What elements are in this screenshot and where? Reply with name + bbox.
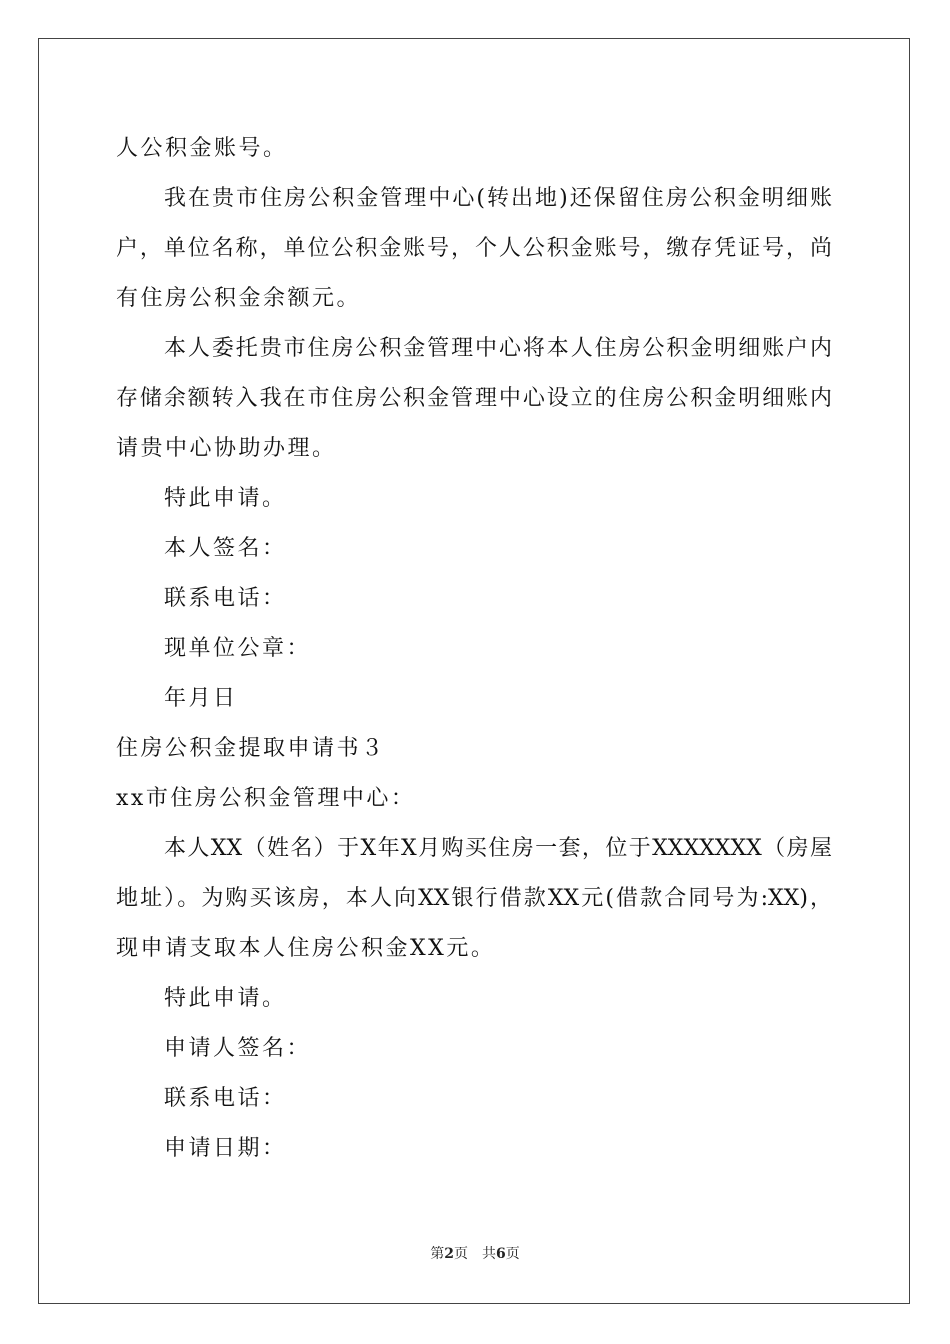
paragraph-line: 户，单位名称，单位公积金账号，个人公积金账号，缴存凭证号，尚 (116, 236, 832, 261)
page-footer (0, 1245, 950, 1263)
paragraph-line: 现申请支取本人住房公积金XX元。 (116, 936, 496, 961)
total-suffix: 页 (505, 1246, 520, 1262)
addressee-line: xx市住房公积金管理中心： (116, 786, 416, 811)
application-date-field: 申请日期： (164, 1136, 287, 1161)
page-prefix: 第 (430, 1246, 445, 1262)
paragraph-line: 本人XX（姓名）于X年X月购买住房一套，位于XXXXXXX（房屋 (164, 836, 832, 861)
paragraph-line: 我在贵市住房公积金管理中心(转出地)还保留住房公积金明细账 (164, 186, 832, 211)
phone-field: 联系电话： (164, 586, 287, 611)
paragraph-line: 存储余额转入我在市住房公积金管理中心设立的住房公积金明细账内 (116, 386, 832, 411)
page-suffix: 页 (454, 1246, 468, 1262)
total-pages: 6 (496, 1246, 506, 1262)
date-field: 年月日 (164, 686, 238, 711)
paragraph-line: 本人委托贵市住房公积金管理中心将本人住房公积金明细账户内 (164, 336, 832, 361)
section-title: 住房公积金提取申请书３ (116, 736, 386, 761)
applicant-signature-field: 申请人签名： (164, 1036, 312, 1061)
paragraph-line: 有住房公积金余额元。 (116, 286, 362, 311)
total-prefix: 共 (482, 1246, 496, 1262)
page-border (38, 38, 910, 1304)
paragraph-line: 人公积金账号。 (116, 136, 288, 161)
paragraph-line: 请贵中心协助办理。 (116, 436, 337, 461)
company-seal-field: 现单位公章： (164, 636, 312, 661)
paragraph-line: 地址）。为购买该房，本人向XX银行借款XX元(借款合同号为:XX)， (116, 886, 832, 911)
closing-line: 特此申请。 (164, 986, 287, 1011)
phone-field: 联系电话： (164, 1086, 287, 1111)
signature-field: 本人签名： (164, 536, 287, 561)
page-number: 2 (444, 1246, 454, 1262)
closing-line: 特此申请。 (164, 486, 287, 511)
